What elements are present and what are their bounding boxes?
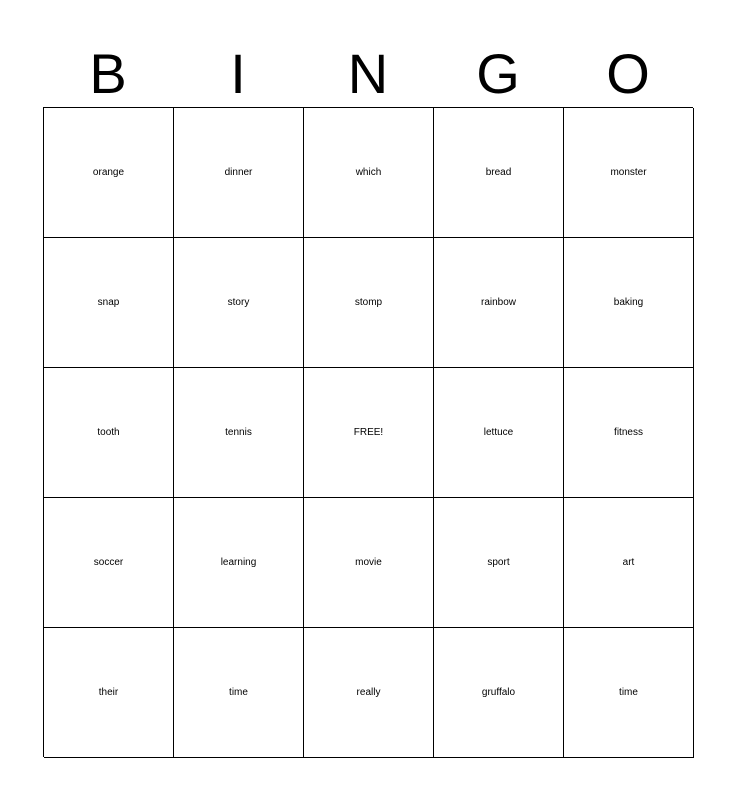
bingo-cell[interactable]: snap (44, 238, 174, 368)
header-letter-o: O (606, 42, 650, 105)
header-letter-i: I (230, 42, 246, 105)
bingo-cell[interactable]: movie (304, 498, 434, 628)
bingo-cell[interactable]: rainbow (434, 238, 564, 368)
bingo-cell[interactable]: stomp (304, 238, 434, 368)
bingo-cell[interactable]: soccer (44, 498, 174, 628)
bingo-cell[interactable]: bread (434, 108, 564, 238)
header-letter-n: N (347, 42, 389, 105)
bingo-cell[interactable]: dinner (174, 108, 304, 238)
bingo-cell[interactable]: monster (564, 108, 694, 238)
bingo-cell[interactable]: tooth (44, 368, 174, 498)
header-letter-g: G (476, 42, 520, 105)
bingo-cell[interactable]: story (174, 238, 304, 368)
bingo-cell[interactable]: gruffalo (434, 628, 564, 758)
header-letter-b: B (89, 42, 127, 105)
bingo-cell[interactable]: fitness (564, 368, 694, 498)
bingo-cell[interactable]: sport (434, 498, 564, 628)
bingo-cell[interactable]: art (564, 498, 694, 628)
bingo-header (43, 40, 693, 108)
bingo-cell[interactable]: time (174, 628, 304, 758)
bingo-card-grid (43, 107, 693, 757)
bingo-cell[interactable]: which (304, 108, 434, 238)
bingo-cell[interactable]: lettuce (434, 368, 564, 498)
bingo-cell[interactable]: their (44, 628, 174, 758)
bingo-cell[interactable]: orange (44, 108, 174, 238)
bingo-cell[interactable]: learning (174, 498, 304, 628)
bingo-cell[interactable]: baking (564, 238, 694, 368)
bingo-cell[interactable]: really (304, 628, 434, 758)
free-space[interactable]: FREE! (304, 368, 434, 498)
bingo-cell[interactable]: time (564, 628, 694, 758)
bingo-cell[interactable]: tennis (174, 368, 304, 498)
